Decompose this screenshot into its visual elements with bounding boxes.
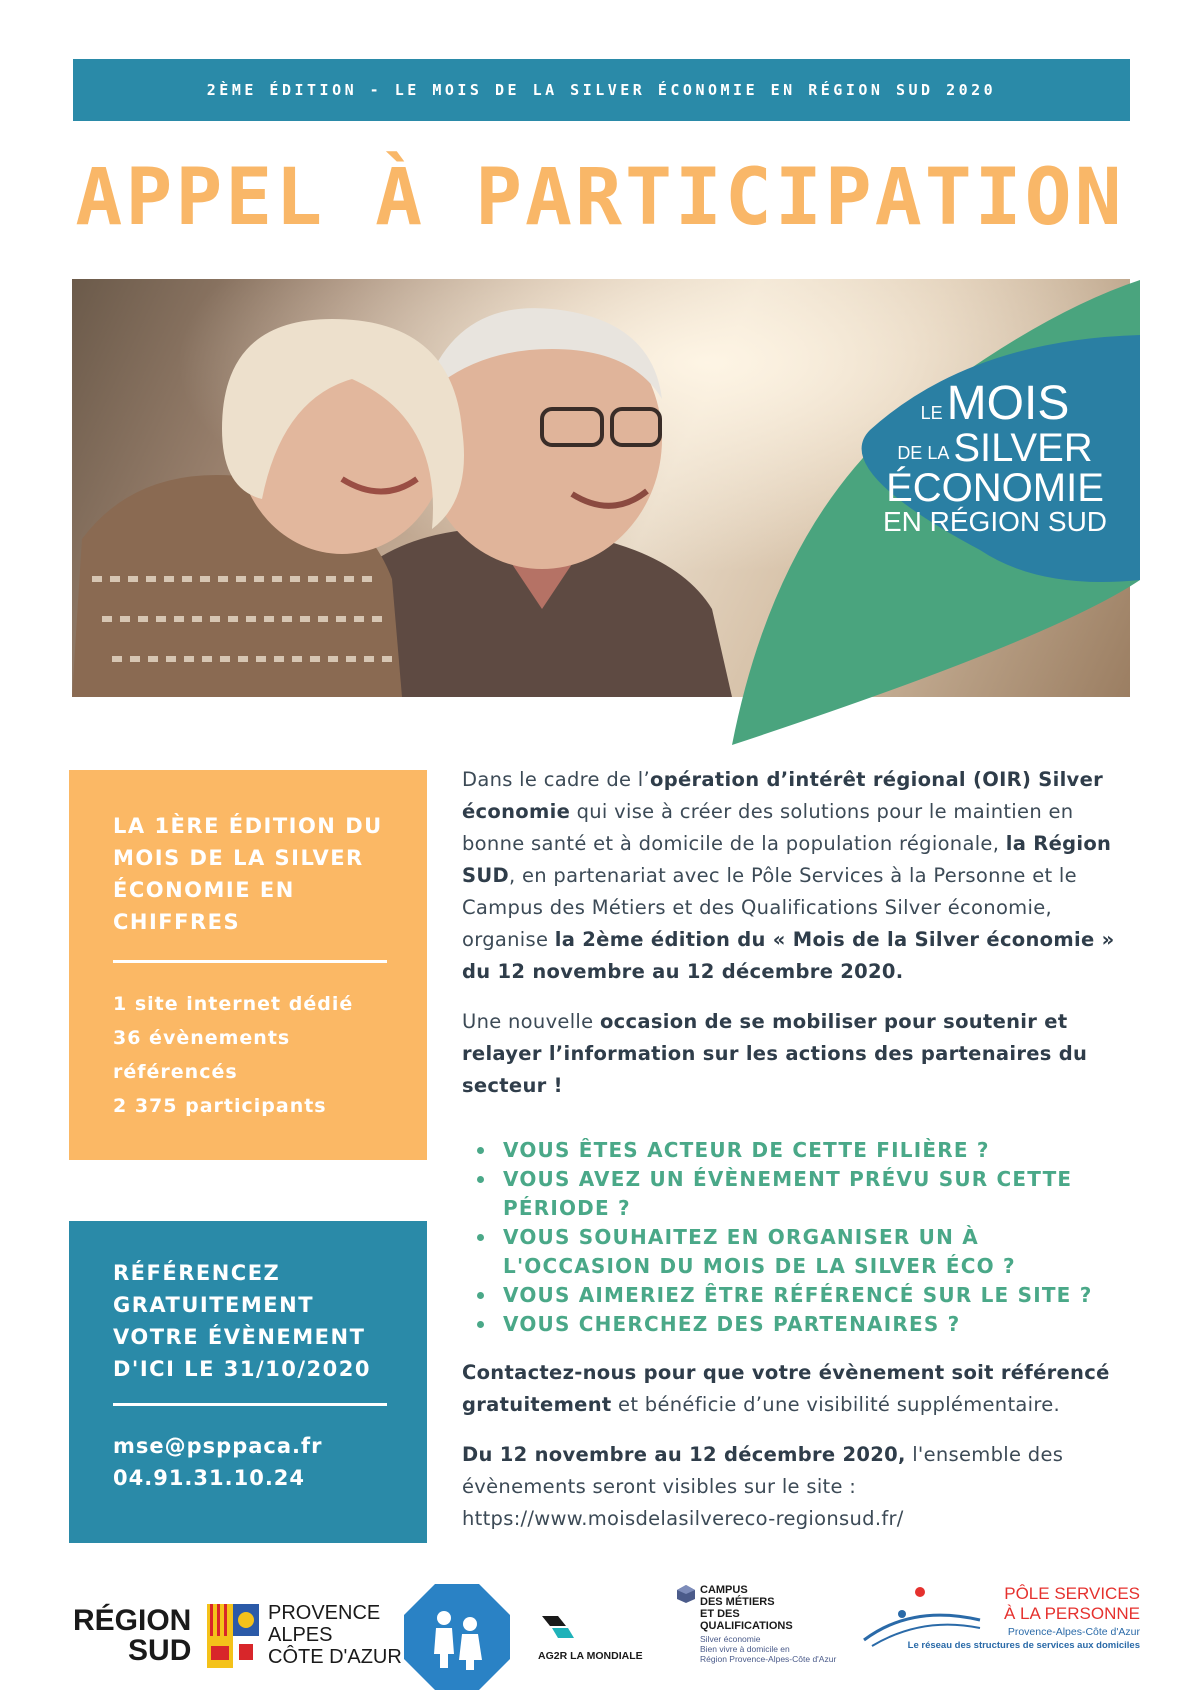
list-item: VOUS CHERCHEZ DES PARTENAIRES ? (477, 1310, 1130, 1339)
text: Dans le cadre de l’ (462, 768, 651, 791)
list-item: VOUS AIMERIEZ ÊTRE RÉFÉRENCÉ SUR LE SITE ? (477, 1281, 1130, 1310)
event-leaf-wordmark (870, 377, 1120, 537)
provence-line: ALPES (268, 1624, 333, 1646)
logo-economie: ÉCONOMIE (886, 466, 1104, 510)
page-title: APPEL À PARTICIPATION (75, 153, 1125, 243)
text: et bénéficie d’une visibilité supplémentaire. (611, 1393, 1061, 1416)
website-link[interactable]: https://www.moisdelasilvereco-regionsud.fr/ (462, 1507, 904, 1530)
dates-paragraph (462, 1439, 1130, 1535)
ag2r-mark-icon (538, 1612, 578, 1642)
bold-text: la 2ème édition du « Mois de la Silver économie » du 12 novembre au 12 décembre 2020. (462, 928, 1115, 983)
ag2r-text: AG2R LA MONDIALE (538, 1650, 643, 1662)
list-item: VOUS ÊTES ACTEUR DE CETTE FILIÈRE ? (477, 1136, 1130, 1165)
logo-de-la: DE LA (897, 443, 950, 463)
text: , en partenariat avec le Pôle Services à la Personne et le Campus des Métiers et des Qualifications Silver économie, organise (462, 864, 1077, 951)
campus-cube-icon (676, 1584, 696, 1604)
logo-le: LE (920, 403, 943, 423)
questions-list (477, 1136, 1130, 1339)
logo-mois: MOIS (946, 377, 1070, 430)
text: l'ensemble des évènements seront visibles sur le site : (462, 1443, 1064, 1498)
bold-text: Contactez-nous pour que votre évènement soit référencé gratuitement (462, 1361, 1110, 1416)
region-text: RÉGION (73, 1604, 192, 1637)
contact-phone[interactable]: 04.91.31.10.24 (113, 1466, 306, 1490)
intro-paragraph (462, 764, 1130, 988)
pole-title-line: À LA PERSONNE (1003, 1604, 1140, 1623)
text: qui vise à créer des solutions pour le maintien en bonne santé et à domicile de la population régionale, (462, 800, 1074, 855)
contact-email[interactable]: mse@psppaca.fr (113, 1434, 323, 1458)
pole-region: Provence-Alpes-Côte d'Azur (1007, 1626, 1140, 1638)
list-item: VOUS AVEZ UN ÉVÈNEMENT PRÉVU SUR CETTE PÉRIODE ? (477, 1165, 1130, 1223)
mobilise-paragraph (462, 1006, 1130, 1102)
campus-title-line: CAMPUS (700, 1584, 748, 1596)
contact-paragraph (462, 1357, 1130, 1421)
pole-title (980, 1584, 1140, 1624)
edition-banner-text: 2ÈME ÉDITION - LE MOIS DE LA SILVER ÉCONOMIE EN RÉGION SUD 2020 (206, 81, 997, 99)
stats-line: 36 évènements (113, 1027, 291, 1049)
campus-logo (676, 1584, 866, 1664)
ag2r-logo (538, 1612, 658, 1662)
bold-text: la Région SUD (462, 832, 1112, 887)
provence-coat-of-arms-icon (207, 1604, 259, 1668)
stats-line: 2 375 participants (113, 1095, 327, 1117)
campus-sub-line: Silver économie (700, 1634, 761, 1644)
care-octagon-icon (404, 1584, 510, 1690)
campus-sub-line: Bien vivre à domicile en (700, 1644, 790, 1654)
stats-divider (113, 960, 387, 963)
cta-box (69, 1221, 427, 1543)
list-item: VOUS SOUHAITEZ EN ORGANISER UN À L'OCCASION DU MOIS DE LA SILVER ÉCO ? (477, 1223, 1130, 1281)
stats-line: 1 site internet dédié (113, 993, 354, 1015)
stats-title: LA 1ÈRE ÉDITION DU MOIS DE LA SILVER ÉCONOMIE EN CHIFFRES (113, 814, 383, 934)
stats-line: référencés (113, 1061, 238, 1083)
campus-title-line: QUALIFICATIONS (700, 1620, 793, 1632)
cta-divider (113, 1403, 387, 1406)
logo-silver: SILVER (953, 426, 1093, 470)
body-column (462, 764, 1130, 1535)
bold-text: Du 12 novembre au 12 décembre 2020, (462, 1443, 906, 1466)
campus-title-line: ET DES (700, 1608, 740, 1620)
sud-text: SUD (128, 1634, 192, 1667)
partner-logos (0, 1580, 1200, 1690)
campus-sub-line: Région Provence-Alpes-Côte d'Azur (700, 1654, 837, 1664)
pole-tagline: Le réseau des structures de services aux domiciles (907, 1640, 1140, 1651)
bold-text: occasion de se mobiliser pour soutenir et relayer l’information sur les actions des partenaires du secteur ! (462, 1010, 1088, 1097)
logo-en-region-sud: EN RÉGION SUD (882, 506, 1108, 537)
edition-banner (73, 59, 1130, 121)
region-sud-logo (73, 1606, 191, 1666)
stats-box (69, 770, 427, 1160)
provence-line: PROVENCE (268, 1602, 381, 1624)
bold-text: opération d’intérêt régional (OIR) Silver économie (462, 768, 1104, 823)
text: Une nouvelle (462, 1010, 600, 1033)
provence-text (268, 1602, 402, 1668)
cta-title: RÉFÉRENCEZ GRATUITEMENT VOTRE ÉVÈNEMENT D'ICI LE 31/10/2020 (113, 1261, 371, 1381)
campus-title-line: DES MÉTIERS (700, 1596, 775, 1608)
provence-line: CÔTE D'AZUR (268, 1646, 402, 1668)
pole-title-line: PÔLE SERVICES (1004, 1584, 1140, 1603)
